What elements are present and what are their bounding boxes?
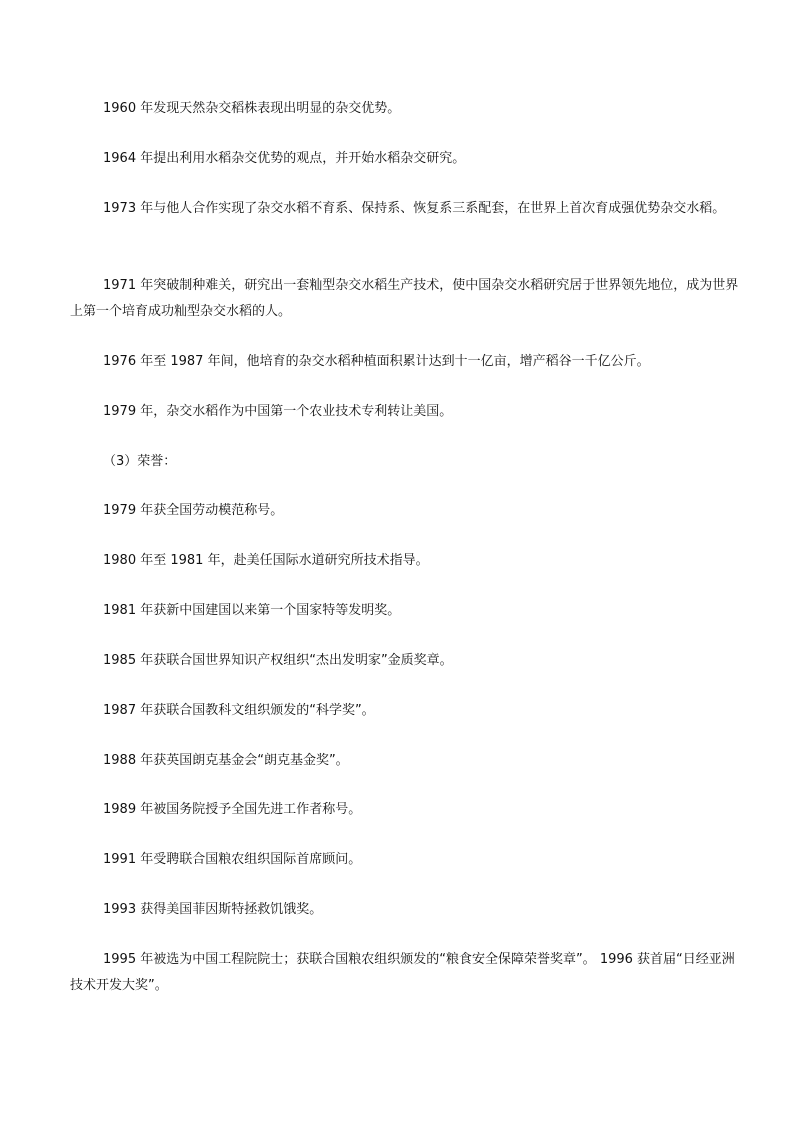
paragraph-1976: 1976 年至 1987 年间，他培育的杂交水稻种植面积累计达到十一亿亩，增产稻谷一千亿公斤。 xyxy=(103,354,650,369)
paragraph-1989: 1989 年被国务院授予全国先进工作者称号。 xyxy=(103,802,362,817)
paragraph-1993: 1993 获得美国菲因斯特拯救饥饿奖。 xyxy=(103,902,323,917)
paragraph-1988: 1988 年获英国朗克基金会“朗克基金奖”。 xyxy=(103,753,349,768)
paragraph-1964: 1964 年提出利用水稻杂交优势的观点，并开始水稻杂交研究。 xyxy=(103,151,466,166)
paragraph-1995: 1995 年被选为中国工程院院士；获联合国粮农组织颁发的“粮食安全保障荣誉奖章”。 1996 获首届“日经亚洲技术开发大奖”。 xyxy=(70,952,735,993)
honors-heading: （3）荣誉： xyxy=(103,454,177,469)
paragraph-1979-honor: 1979 年获全国劳动模范称号。 xyxy=(103,503,284,518)
paragraph-1960: 1960 年发现天然杂交稻株表现出明显的杂交优势。 xyxy=(103,101,401,116)
paragraph-1981: 1981 年获新中国建国以来第一个国家特等发明奖。 xyxy=(103,603,401,618)
paragraph-1991: 1991 年受聘联合国粮农组织国际首席顾问。 xyxy=(103,852,362,867)
paragraph-1979-patent: 1979 年，杂交水稻作为中国第一个农业技术专利转让美国。 xyxy=(103,404,453,419)
paragraph-1985: 1985 年获联合国世界知识产权组织“杰出发明家”金质奖章。 xyxy=(103,653,453,668)
paragraph-1971: 1971 年突破制种难关，研究出一套籼型杂交水稻生产技术，使中国杂交水稻研究居于世界领先地位，成为世界上第一个培育成功籼型杂交水稻的人。 xyxy=(70,278,739,319)
paragraph-1980: 1980 年至 1981 年，赴美任国际水道研究所技术指导。 xyxy=(103,553,429,568)
paragraph-1987: 1987 年获联合国教科文组织颁发的“科学奖”。 xyxy=(103,703,375,718)
paragraph-1973: 1973 年与他人合作实现了杂交水稻不育系、保持系、恢复系三系配套，在世界上首次育成强优势杂交水稻。 xyxy=(103,201,726,216)
